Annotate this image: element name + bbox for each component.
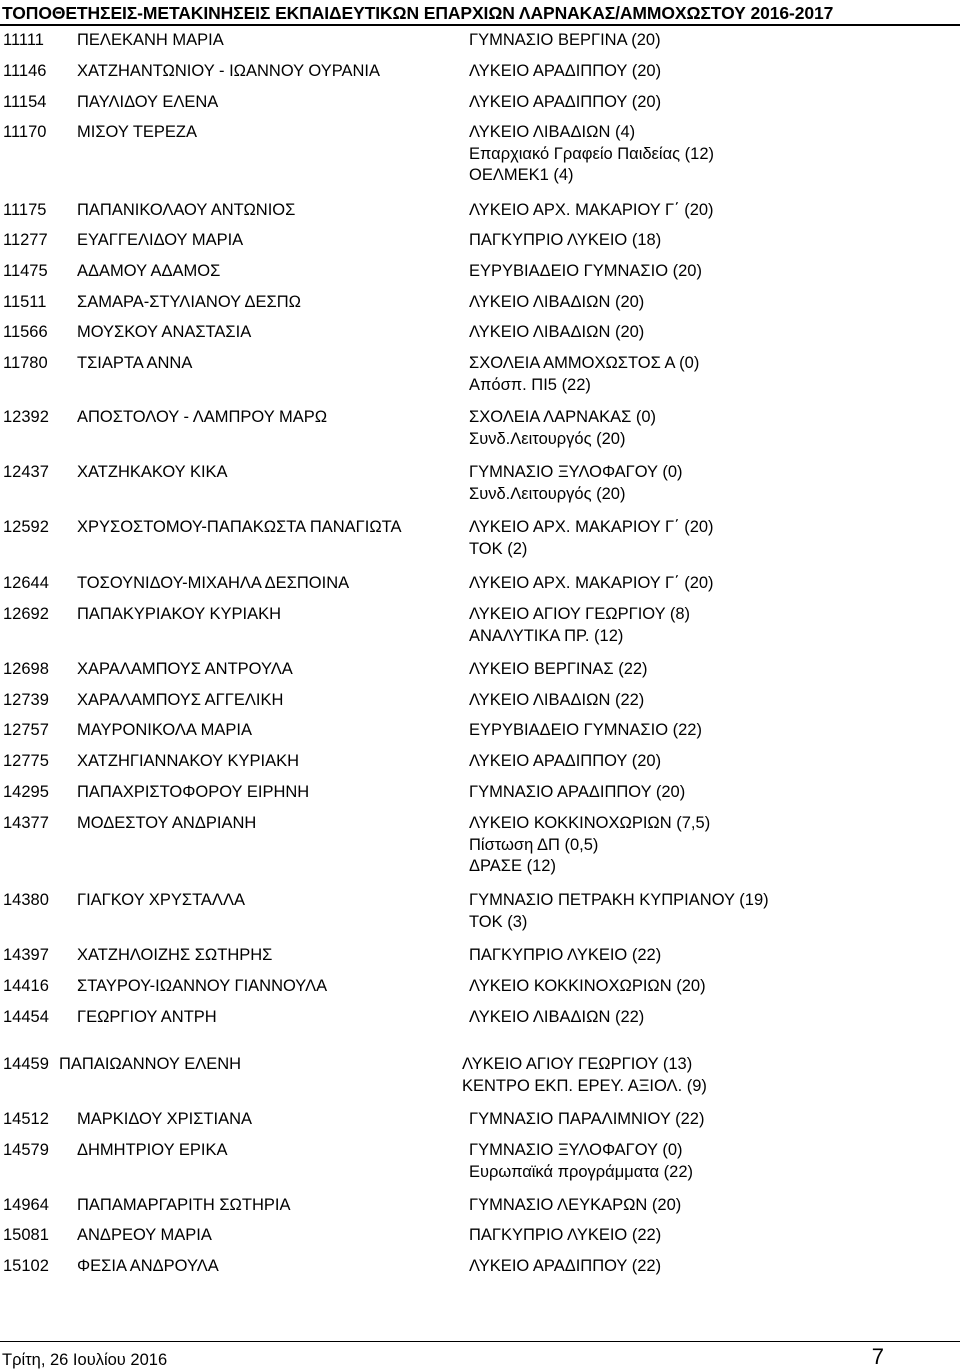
record-name: ΑΔΑΜΟΥ ΑΔΑΜΟΣ xyxy=(77,262,221,280)
assignment-line: ΛΥΚΕΙΟ ΒΕΡΓΙΝΑΣ (22) xyxy=(469,660,648,678)
assignment-line: ΕΥΡΥΒΙΑΔΕΙΟ ΓΥΜΝΑΣΙΟ (20) xyxy=(469,262,702,280)
record-assignments xyxy=(469,261,702,283)
record-name: ΣΑΜΑΡΑ-ΣΤΥΛΙΑΝΟΥ ΔΕΣΠΩ xyxy=(77,293,301,311)
record-name: ΠΑΠΑΙΩΑΝΝΟΥ ΕΛΕΝΗ xyxy=(59,1055,242,1073)
record-name: ΧΑΤΖΗΚΑΚΟΥ ΚΙΚΑ xyxy=(77,463,228,481)
assignment-line: ΛΥΚΕΙΟ ΑΡΧ. ΜΑΚΑΡΙΟΥ Γ΄ (20) xyxy=(469,574,714,592)
record-assignments xyxy=(469,92,661,114)
record-code: 12592 xyxy=(3,518,49,536)
record-name: ΑΠΟΣΤΟΛΟΥ - ΛΑΜΠΡΟΥ ΜΑΡΩ xyxy=(77,408,328,426)
assignment-line: Επαρχιακό Γραφείο Παιδείας (12) xyxy=(469,144,714,163)
record-assignments xyxy=(469,322,644,344)
assignment-line: ΛΥΚΕΙΟ ΛΙΒΑΔΙΩΝ (22) xyxy=(469,691,645,709)
assignment-line: ΛΥΚΕΙΟ ΚΟΚΚΙΝΟΧΩΡΙΩΝ (20) xyxy=(469,977,706,995)
record-assignments xyxy=(469,462,683,505)
record-assignments xyxy=(469,1195,681,1217)
assignment-line: ΓΥΜΝΑΣΙΟ ΞΥΛΟΦΑΓΟΥ (0) xyxy=(469,463,683,481)
record-name: ΧΑΤΖΗΑΝΤΩΝΙΟΥ - ΙΩΑΝΝΟΥ ΟΥΡΑΝΙΑ xyxy=(77,62,381,80)
assignment-line: ΛΥΚΕΙΟ ΑΡΑΔΙΠΠΟΥ (22) xyxy=(469,1257,662,1275)
record-name: ΠΑΠΑΝΙΚΟΛΑΟΥ ΑΝΤΩΝΙΟΣ xyxy=(77,201,296,219)
record-name: ΧΑΡΑΛΑΜΠΟΥΣ ΑΝΤΡΟΥΛΑ xyxy=(77,660,293,678)
record-code: 12775 xyxy=(3,752,49,770)
assignment-line: ΤΟΚ (3) xyxy=(469,912,528,931)
record-name: ΤΟΣΟΥΝΙΔΟΥ-ΜΙΧΑΗΛΑ ΔΕΣΠΟΙΝΑ xyxy=(77,574,350,592)
record-name: ΜΑΥΡΟΝΙΚΟΛΑ ΜΑΡΙΑ xyxy=(77,721,252,739)
assignment-line: ΛΥΚΕΙΟ ΛΙΒΑΔΙΩΝ (20) xyxy=(469,323,645,341)
record-name: ΧΡΥΣΟΣΤΟΜΟΥ-ΠΑΠΑΚΩΣΤΑ ΠΑΝΑΓΙΩΤΑ xyxy=(77,518,402,536)
record-code: 11566 xyxy=(3,323,48,341)
record-assignments xyxy=(469,720,702,742)
assignment-line: Συνδ.Λειτουργός (20) xyxy=(469,484,626,503)
assignment-line: ΛΥΚΕΙΟ ΑΓΙΟΥ ΓΕΩΡΓΙΟΥ (8) xyxy=(469,605,691,623)
record-code: 11780 xyxy=(3,354,48,372)
assignment-line: Πίστωση ΔΠ (0,5) xyxy=(469,835,599,854)
assignment-line: ΠΑΓΚΥΠΡΙΟ ΛΥΚΕΙΟ (18) xyxy=(469,231,662,249)
record-assignments xyxy=(469,604,690,647)
record-code: 11511 xyxy=(3,293,47,311)
assignment-line: Ευρωπαϊκά προγράμματα (22) xyxy=(469,1162,694,1181)
record-code: 14454 xyxy=(3,1008,49,1026)
assignment-line: ΔΡΑΣΕ (12) xyxy=(469,857,556,875)
assignment-line: ΓΥΜΝΑΣΙΟ ΒΕΡΓΙΝΑ (20) xyxy=(469,31,661,49)
record-name: ΣΤΑΥΡΟΥ-ΙΩΑΝΝΟΥ ΓΙΑΝΝΟΥΛΑ xyxy=(77,977,328,995)
page-title: ΤΟΠΟΘΕΤΗΣΕΙΣ-ΜΕΤΑΚΙΝΗΣΕΙΣ ΕΚΠΑΙΔΕΥΤΙΚΩΝ ΕΠΑΡΧΙΩΝ ΛΑΡΝΑΚΑΣ/ΑΜΜΟΧΩΣΤΟΥ 2016-2017 xyxy=(2,3,834,23)
record-code: 11475 xyxy=(3,262,48,280)
record-code: 14459 xyxy=(3,1055,49,1073)
footer-date: Τρίτη, 26 Ιουλίου 2016 xyxy=(2,1351,168,1369)
record-name: ΓΕΩΡΓΙΟΥ ΑΝΤΡΗ xyxy=(77,1008,217,1026)
record-code: 15102 xyxy=(3,1257,49,1275)
record-assignments xyxy=(469,122,714,187)
record-name: ΔΗΜΗΤΡΙΟΥ ΕΡΙΚΑ xyxy=(77,1141,228,1159)
assignment-line: ΤΟΚ (2) xyxy=(469,539,528,558)
record-name: ΑΝΔΡΕΟΥ ΜΑΡΙΑ xyxy=(77,1226,212,1244)
assignment-line: ΠΑΓΚΥΠΡΙΟ ΛΥΚΕΙΟ (22) xyxy=(469,946,662,964)
record-assignments xyxy=(469,61,661,83)
assignment-line: ΟΕΛΜΕΚ1 (4) xyxy=(469,166,574,184)
assignment-line: ΚΕΝΤΡΟ ΕΚΠ. ΕΡΕΥ. ΑΞΙΟΛ. (9) xyxy=(462,1076,707,1095)
record-name: ΜΙΣΟΥ ΤΕΡΕΖΑ xyxy=(77,123,198,141)
record-code: 15081 xyxy=(3,1226,49,1244)
assignment-line: ΓΥΜΝΑΣΙΟ ΑΡΑΔΙΠΠΟΥ (20) xyxy=(469,783,686,801)
record-name: ΕΥΑΓΓΕΛΙΔΟΥ ΜΑΡΙΑ xyxy=(77,231,244,249)
record-assignments xyxy=(469,782,685,804)
assignment-line: ΛΥΚΕΙΟ ΚΟΚΚΙΝΟΧΩΡΙΩΝ (7,5) xyxy=(469,814,711,832)
record-name: ΠΑΠΑΜΑΡΓΑΡΙΤΗ ΣΩΤΗΡΙΑ xyxy=(77,1196,291,1214)
record-code: 11154 xyxy=(3,93,47,111)
record-code: 12392 xyxy=(3,408,49,426)
record-assignments xyxy=(469,1225,661,1247)
assignment-line: ΕΥΡΥΒΙΑΔΕΙΟ ΓΥΜΝΑΣΙΟ (22) xyxy=(469,721,702,739)
record-assignments xyxy=(469,813,710,878)
record-code: 14416 xyxy=(3,977,49,995)
assignment-line: ΓΥΜΝΑΣΙΟ ΛΕΥΚΑΡΩΝ (20) xyxy=(469,1196,682,1214)
record-assignments xyxy=(469,1140,693,1183)
footer-rule xyxy=(0,1341,960,1342)
record-name: ΜΟΥΣΚΟΥ ΑΝΑΣΤΑΣΙΑ xyxy=(77,323,252,341)
assignment-line: ΛΥΚΕΙΟ ΑΡΑΔΙΠΠΟΥ (20) xyxy=(469,93,662,111)
record-assignments xyxy=(469,230,661,252)
record-code: 12739 xyxy=(3,691,49,709)
record-name: ΜΟΔΕΣΤΟΥ ΑΝΔΡΙΑΝΗ xyxy=(77,814,257,832)
record-code: 14397 xyxy=(3,946,49,964)
assignment-line: ΓΥΜΝΑΣΙΟ ΠΕΤΡΑΚΗ ΚΥΠΡΙΑΝΟΥ (19) xyxy=(469,891,769,909)
record-assignments xyxy=(469,517,714,560)
record-name: ΓΙΑΓΚΟΥ ΧΡΥΣΤΑΛΛΑ xyxy=(77,891,245,909)
record-code: 11277 xyxy=(3,231,48,249)
record-code: 14964 xyxy=(3,1196,49,1214)
assignment-line: ΠΑΓΚΥΠΡΙΟ ΛΥΚΕΙΟ (22) xyxy=(469,1226,662,1244)
record-code: 14295 xyxy=(3,783,49,801)
assignment-line: ΛΥΚΕΙΟ ΑΡΑΔΙΠΠΟΥ (20) xyxy=(469,62,662,80)
record-code: 11111 xyxy=(3,31,44,49)
record-code: 14512 xyxy=(3,1110,49,1128)
record-assignments xyxy=(469,30,661,52)
assignment-line: ΛΥΚΕΙΟ ΑΡΑΔΙΠΠΟΥ (20) xyxy=(469,752,662,770)
record-assignments xyxy=(469,659,648,681)
assignment-line: ΣΧΟΛΕΙΑ ΛΑΡΝΑΚΑΣ (0) xyxy=(469,408,657,426)
record-code: 11146 xyxy=(3,62,47,80)
record-assignments xyxy=(469,1256,661,1278)
record-assignments xyxy=(469,976,706,998)
record-assignments xyxy=(469,407,656,450)
record-assignments xyxy=(469,292,644,314)
record-assignments xyxy=(469,200,714,222)
assignment-line: ΣΧΟΛΕΙΑ ΑΜΜΟΧΩΣΤΟΣ Α (0) xyxy=(469,354,700,372)
assignment-line: ΓΥΜΝΑΣΙΟ ΠΑΡΑΛΙΜΝΙΟΥ (22) xyxy=(469,1110,705,1128)
record-code: 11170 xyxy=(3,123,47,141)
record-name: ΦΕΣΙΑ ΑΝΔΡΟΥΛΑ xyxy=(77,1257,219,1275)
record-assignments xyxy=(469,1007,644,1029)
assignment-line: ΛΥΚΕΙΟ ΑΓΙΟΥ ΓΕΩΡΓΙΟΥ (13) xyxy=(462,1055,693,1073)
record-name: ΠΑΥΛΙΔΟΥ ΕΛΕΝΑ xyxy=(77,93,219,111)
record-code: 12437 xyxy=(3,463,49,481)
page-number: 7 xyxy=(871,1344,884,1369)
record-assignments xyxy=(469,890,769,933)
assignment-line: ΛΥΚΕΙΟ ΑΡΧ. ΜΑΚΑΡΙΟΥ Γ΄ (20) xyxy=(469,518,714,536)
record-name: ΧΑΤΖΗΛΟΙΖΗΣ ΣΩΤΗΡΗΣ xyxy=(77,946,273,964)
assignment-line: Απόσπ. ΠΙ5 (22) xyxy=(469,375,591,394)
record-code: 12644 xyxy=(3,574,49,592)
record-name: ΤΣΙΑΡΤΑ ΑΝΝΑ xyxy=(77,354,193,372)
record-assignments xyxy=(469,690,644,712)
record-name: ΧΑΡΑΛΑΜΠΟΥΣ ΑΓΓΕΛΙΚΗ xyxy=(77,691,284,709)
record-name: ΠΑΠΑΚΥΡΙΑΚΟΥ ΚΥΡΙΑΚΗ xyxy=(77,605,282,623)
assignment-line: Συνδ.Λειτουργός (20) xyxy=(469,429,626,448)
record-name: ΠΑΠΑΧΡΙΣΤΟΦΟΡΟΥ ΕΙΡΗΝΗ xyxy=(77,783,310,801)
record-code: 12757 xyxy=(3,721,49,739)
assignment-line: ΛΥΚΕΙΟ ΛΙΒΑΔΙΩΝ (20) xyxy=(469,293,645,311)
assignment-line: ΛΥΚΕΙΟ ΑΡΧ. ΜΑΚΑΡΙΟΥ Γ΄ (20) xyxy=(469,201,714,219)
record-code: 14377 xyxy=(3,814,49,832)
assignment-line: ΑΝΑΛΥΤΙΚΑ ΠΡ. (12) xyxy=(469,626,624,645)
record-assignments xyxy=(469,751,661,773)
record-assignments xyxy=(462,1054,707,1097)
record-code: 14380 xyxy=(3,891,49,909)
record-code: 11175 xyxy=(3,201,47,219)
record-name: ΠΕΛΕΚΑΝΗ ΜΑΡΙΑ xyxy=(77,31,224,49)
assignment-line: ΛΥΚΕΙΟ ΛΙΒΑΔΙΩΝ (4) xyxy=(469,123,636,141)
record-name: ΜΑΡΚΙΔΟΥ ΧΡΙΣΤΙΑΝΑ xyxy=(77,1110,252,1128)
record-assignments xyxy=(469,353,699,396)
record-code: 12698 xyxy=(3,660,49,678)
assignment-line: ΓΥΜΝΑΣΙΟ ΞΥΛΟΦΑΓΟΥ (0) xyxy=(469,1141,683,1159)
assignment-line: ΛΥΚΕΙΟ ΛΙΒΑΔΙΩΝ (22) xyxy=(469,1008,645,1026)
record-code: 14579 xyxy=(3,1141,49,1159)
record-assignments xyxy=(469,1109,704,1131)
record-code: 12692 xyxy=(3,605,49,623)
record-assignments xyxy=(469,945,661,967)
record-assignments xyxy=(469,573,714,595)
record-name: ΧΑΤΖΗΓΙΑΝΝΑΚΟΥ ΚΥΡΙΑΚΗ xyxy=(77,752,299,770)
